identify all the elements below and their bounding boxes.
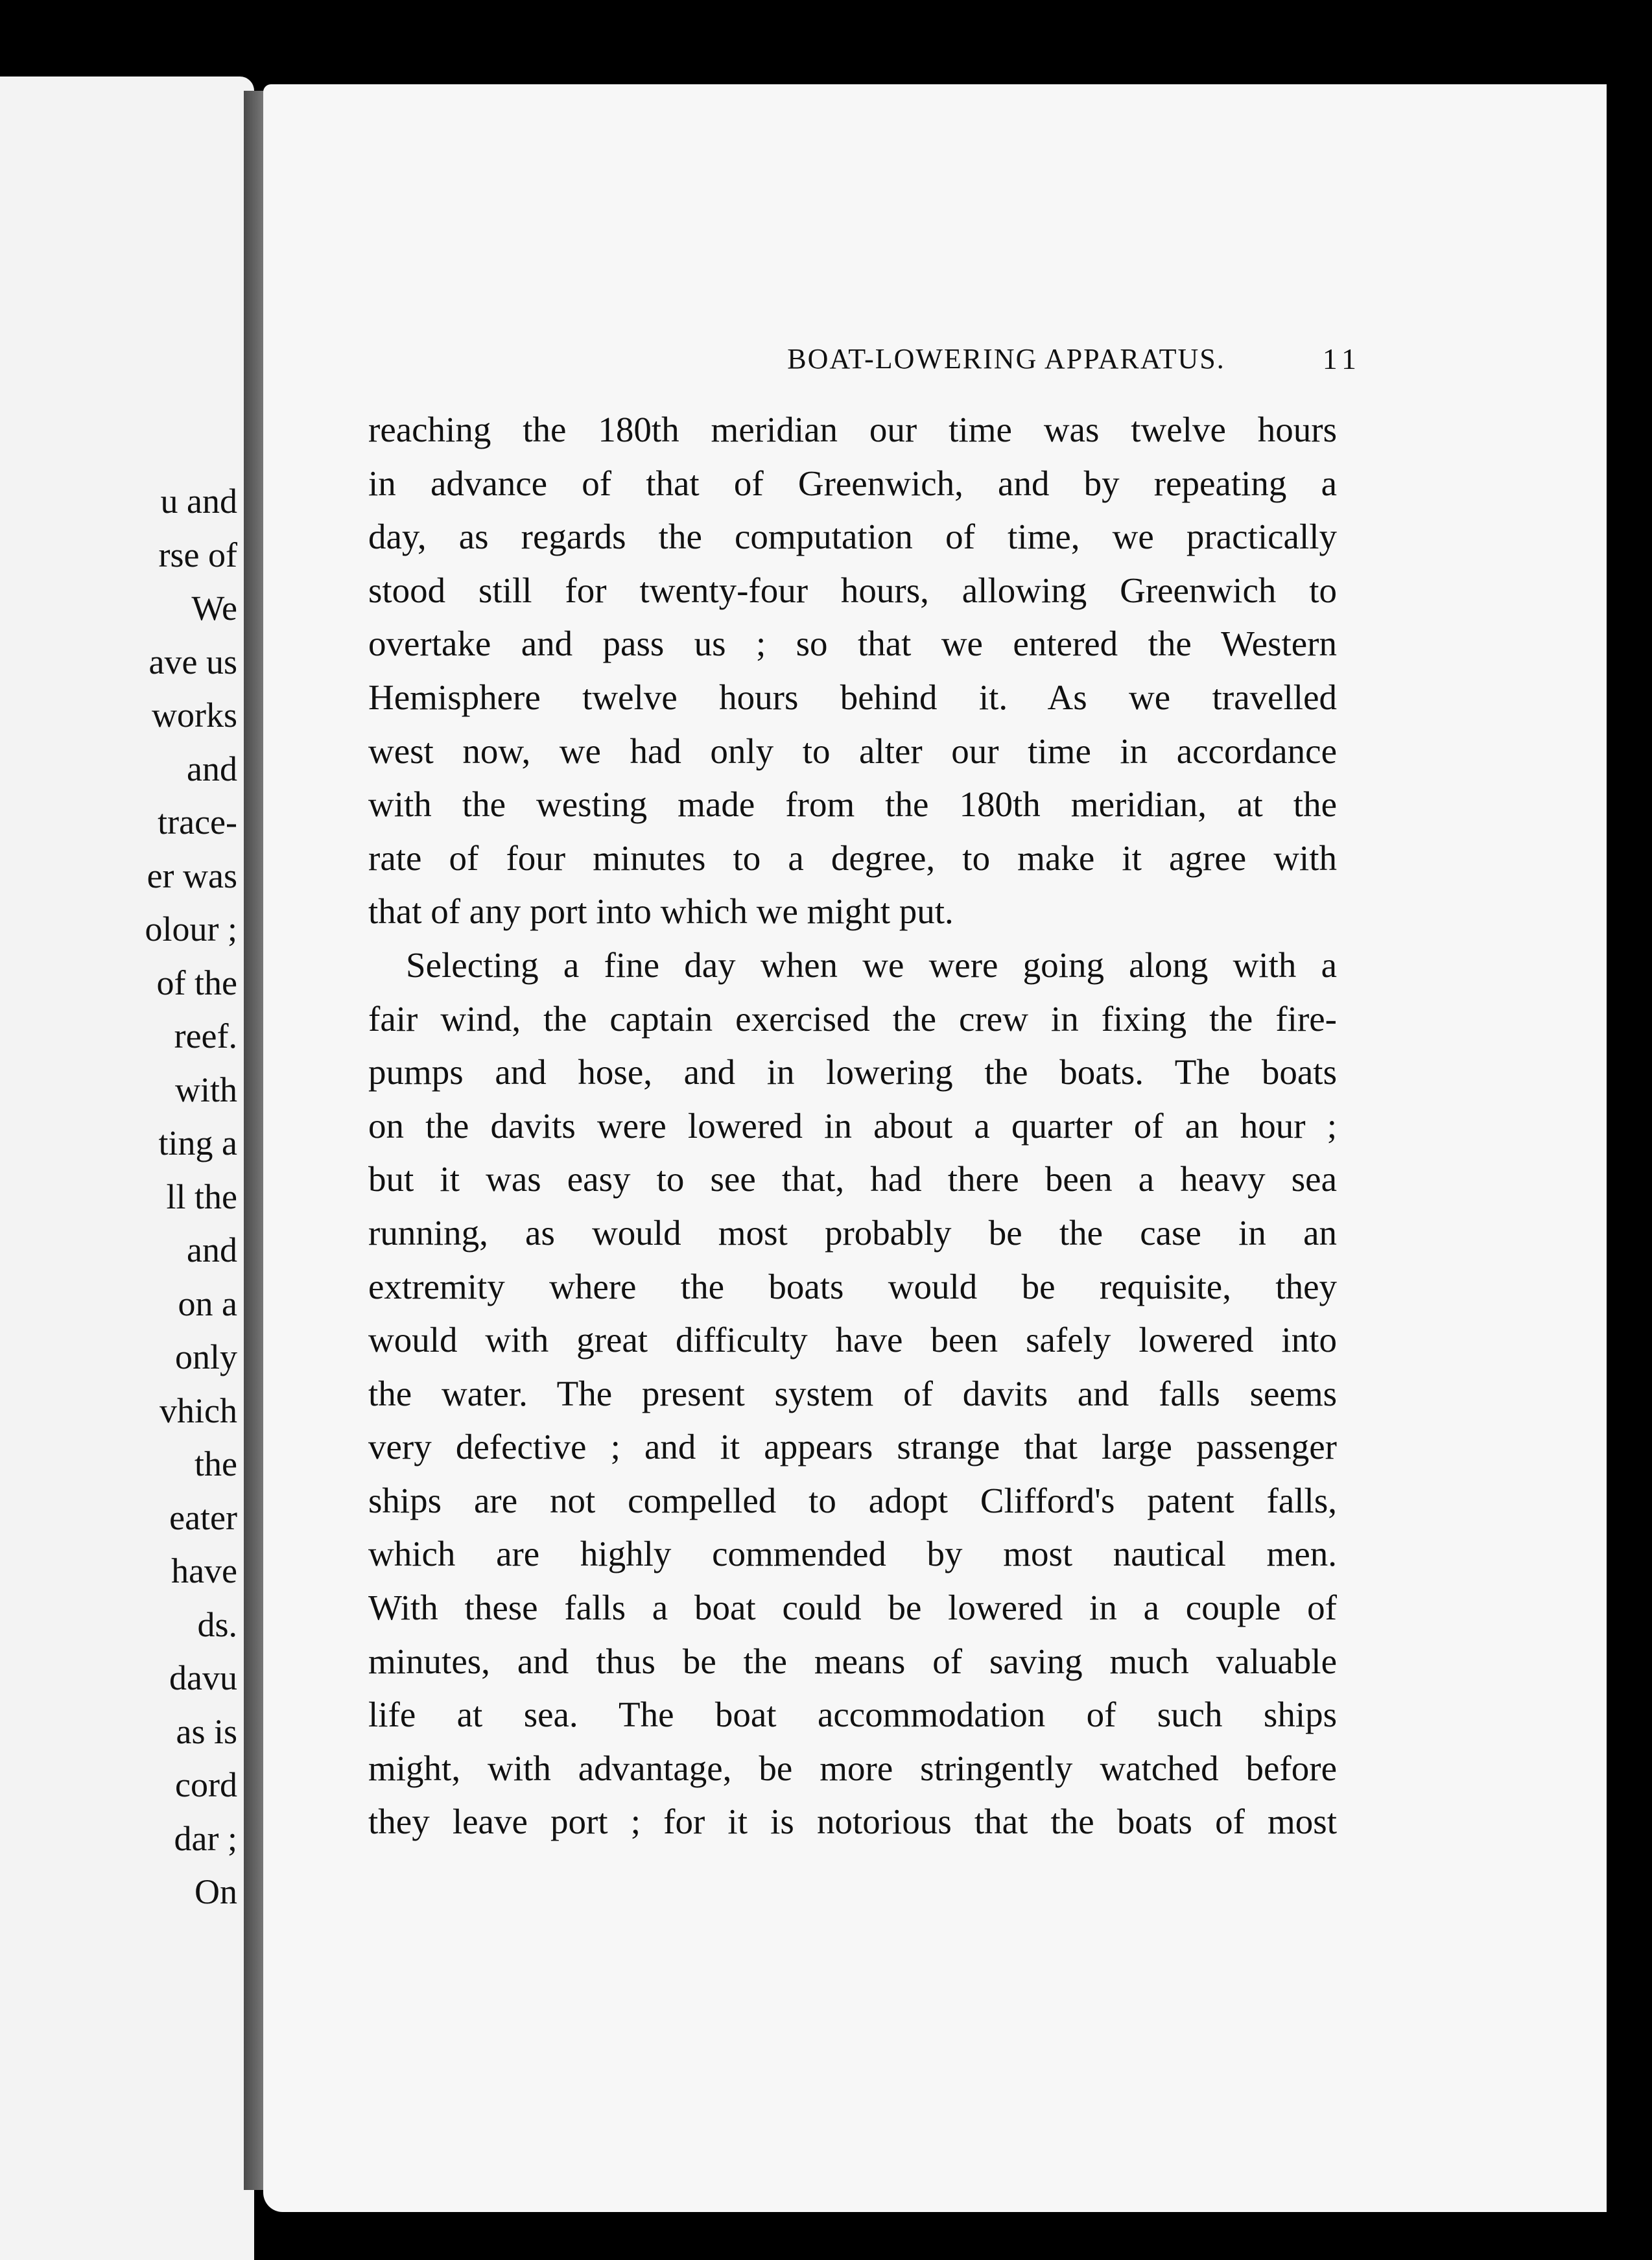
text-line: reaching the 180th meridian our time was twelve hours [368, 410, 1337, 449]
left-page-line: works [152, 696, 237, 735]
text-line: fair wind, the captain exercised the crew in fixing the fire- [368, 998, 1337, 1039]
paragraph [368, 403, 1337, 939]
left-page-line: ds. [197, 1605, 237, 1644]
text-line: with the westing made from the 180th meridian, at the [368, 784, 1337, 825]
text-line: day, as regards the computation of time, we practically [368, 517, 1337, 557]
text-line: but it was easy to see that, had there been a heavy sea [368, 1159, 1337, 1199]
left-page-line: dar ; [174, 1819, 237, 1858]
left-page-line: have [171, 1551, 237, 1590]
text-line: overtake and pass us ; so that we entered the Western [368, 624, 1337, 664]
text-line: would with great difficulty have been safely lowered into [368, 1320, 1337, 1360]
text-line: that of any port into which we might put. [368, 891, 954, 932]
text-line: rate of four minutes to a degree, to make it agree with [368, 838, 1337, 878]
left-page-line: ting a [158, 1124, 237, 1162]
left-page-line: only [174, 1337, 237, 1376]
left-page-text [43, 475, 237, 1919]
text-line: life at sea. The boat accommodation of such ships [368, 1695, 1337, 1735]
left-page-line: of the [156, 963, 237, 1002]
left-page-line: vhich [159, 1391, 237, 1430]
text-line: Selecting a fine day when we were going along with a [406, 945, 1337, 985]
left-page-line: eater [169, 1498, 237, 1537]
left-page-line: ave us [148, 642, 237, 681]
left-page-line: er was [147, 856, 237, 895]
left-page-line: reef. [174, 1017, 237, 1055]
running-head: BOAT-LOWERING APPARATUS. [787, 343, 1225, 375]
text-line: very defective ; and it appears strange that large passenger [368, 1427, 1337, 1467]
page-body [368, 403, 1337, 1849]
left-page-line: with [174, 1070, 237, 1109]
text-line: pumps and hose, and in lowering the boats. The boats [368, 1052, 1337, 1092]
left-page-line: ll the [166, 1177, 237, 1216]
text-line: ships are not compelled to adopt Clifford's patent falls, [368, 1480, 1337, 1520]
left-page-line: and [187, 749, 237, 788]
left-page-line: olour ; [145, 910, 237, 948]
left-page-line: trace- [158, 803, 237, 842]
paragraph [368, 939, 1337, 1849]
text-line: which are highly commended by most nautical men. [368, 1534, 1337, 1574]
right-page [263, 84, 1607, 2212]
left-page-line: On [195, 1872, 237, 1911]
text-line: minutes, and thus be the means of saving much valuable [368, 1641, 1337, 1681]
text-line: running, as would most probably be the case in an [368, 1212, 1337, 1253]
text-line: the water. The present system of davits and falls seems [368, 1373, 1337, 1413]
text-line: With these falls a boat could be lowered in a couple of [368, 1588, 1337, 1628]
text-line: might, with advantage, be more stringently watched before [368, 1748, 1337, 1788]
text-line: Hemisphere twelve hours behind it. As we travelled [368, 677, 1337, 717]
text-line: extremity where the boats would be requisite, they [368, 1266, 1337, 1306]
text-line: on the davits were lowered in about a quarter of an hour ; [368, 1105, 1337, 1146]
text-line: west now, we had only to alter our time in accordance [368, 731, 1337, 771]
left-page-line: the [195, 1444, 237, 1483]
text-line: stood still for twenty-four hours, allowing Greenwich to [368, 570, 1337, 610]
left-page-line: We [191, 589, 237, 628]
left-page-line: cord [175, 1765, 237, 1804]
text-line: they leave port ; for it is notorious that the boats of most [368, 1802, 1337, 1842]
left-page-line: and [187, 1230, 237, 1269]
left-page-line: as is [176, 1712, 237, 1751]
left-page-line: on a [178, 1284, 237, 1323]
left-page [0, 77, 254, 2260]
left-page-line: u and [160, 482, 237, 521]
text-line: in advance of that of Greenwich, and by repeating a [368, 463, 1337, 503]
left-page-line: davu [169, 1658, 237, 1697]
page-number: 11 [1322, 342, 1362, 375]
page-header [263, 333, 1607, 385]
left-page-line: rse of [158, 535, 237, 574]
